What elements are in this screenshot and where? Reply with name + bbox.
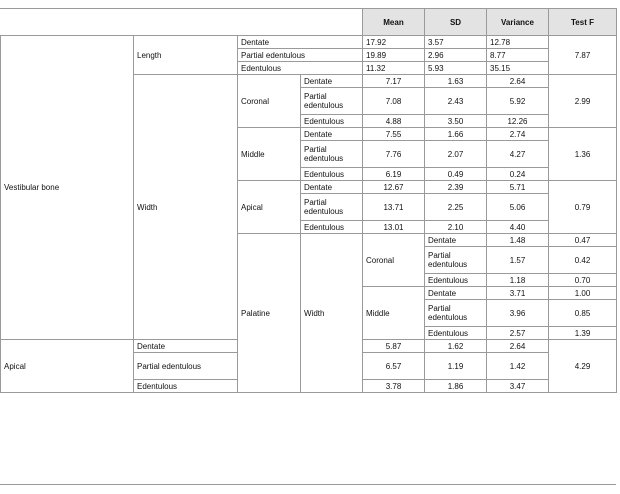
category-label: Dentate	[425, 234, 487, 247]
variance-cell: 2.64	[487, 75, 549, 88]
header-row	[1, 9, 617, 36]
test-f-cell: 1.36	[549, 128, 617, 181]
sd-cell: 0.42	[549, 247, 617, 274]
sd-cell: 2.39	[425, 181, 487, 194]
sd-cell: 1.66	[425, 128, 487, 141]
sd-cell: 1.39	[549, 327, 617, 340]
group-label-vestibular: Vestibular bone	[1, 36, 134, 340]
mean-cell: 5.87	[363, 340, 425, 353]
mean-cell: 3.96	[487, 300, 549, 327]
mean-cell: 1.18	[487, 274, 549, 287]
variance-cell: 5.71	[487, 181, 549, 194]
variance-cell: 12.78	[487, 36, 549, 49]
category-label: Dentate	[425, 287, 487, 300]
sd-cell: 5.93	[425, 62, 487, 75]
category-label: Dentate	[238, 36, 363, 49]
mean-cell: 7.08	[363, 88, 425, 115]
test-f-cell: 2.99	[549, 75, 617, 128]
category-label: Partial edentulous	[301, 141, 363, 168]
region-label-coronal: Coronal	[363, 234, 425, 287]
sd-cell: 2.07	[425, 141, 487, 168]
category-label: Edentulous	[425, 327, 487, 340]
region-label-coronal: Coronal	[238, 75, 301, 128]
variance-cell: 0.24	[487, 168, 549, 181]
header-sd: SD	[425, 9, 487, 36]
variance-cell: 4.40	[487, 221, 549, 234]
variance-cell: 5.06	[487, 194, 549, 221]
mean-cell: 13.01	[363, 221, 425, 234]
region-label-apical: Apical	[1, 340, 134, 393]
dimension-label-length: Length	[134, 36, 238, 75]
sd-cell: 1.00	[549, 287, 617, 300]
mean-cell: 13.71	[363, 194, 425, 221]
variance-cell: 2.74	[487, 128, 549, 141]
mean-cell: 7.76	[363, 141, 425, 168]
region-label-middle: Middle	[363, 287, 425, 340]
mean-cell: 6.57	[363, 353, 425, 380]
sd-cell: 2.96	[425, 49, 487, 62]
category-label: Partial edentulous	[301, 88, 363, 115]
category-label: Partial edentulous	[301, 194, 363, 221]
mean-cell: 3.78	[363, 380, 425, 393]
mean-cell: 3.71	[487, 287, 549, 300]
test-f-cell: 7.87	[549, 36, 617, 75]
sd-cell: 2.43	[425, 88, 487, 115]
sd-cell: 0.70	[549, 274, 617, 287]
category-label: Dentate	[301, 181, 363, 194]
dimension-label-width: Width	[134, 75, 238, 340]
test-f-cell: 0.79	[549, 181, 617, 234]
mean-cell: 6.19	[363, 168, 425, 181]
category-label: Partial edentulous	[425, 300, 487, 327]
header-mean: Mean	[363, 9, 425, 36]
mean-cell: 17.92	[363, 36, 425, 49]
region-label-apical: Apical	[238, 181, 301, 234]
variance-cell: 3.47	[487, 380, 549, 393]
sd-cell: 1.62	[425, 340, 487, 353]
sd-cell: 1.63	[425, 75, 487, 88]
sd-cell: 0.85	[549, 300, 617, 327]
top-rule	[0, 8, 616, 9]
category-label: Edentulous	[301, 221, 363, 234]
mean-cell: 7.55	[363, 128, 425, 141]
category-label: Dentate	[134, 340, 238, 353]
header-blank-cell	[1, 9, 363, 36]
variance-cell: 35.15	[487, 62, 549, 75]
category-label: Edentulous	[301, 168, 363, 181]
group-label-palatine: Palatine	[238, 234, 301, 393]
sd-cell: 0.47	[549, 234, 617, 247]
sd-cell: 2.10	[425, 221, 487, 234]
test-f-cell: 4.29	[549, 340, 617, 393]
variance-cell: 1.42	[487, 353, 549, 380]
header-variance: Variance	[487, 9, 549, 36]
mean-cell: 4.88	[363, 115, 425, 128]
category-label: Dentate	[301, 75, 363, 88]
category-label: Partial edentulous	[238, 49, 363, 62]
category-label: Edentulous	[134, 380, 238, 393]
sd-cell: 0.49	[425, 168, 487, 181]
sd-cell: 3.57	[425, 36, 487, 49]
category-label: Partial edentulous	[425, 247, 487, 274]
variance-cell: 4.27	[487, 141, 549, 168]
header-test-f: Test F	[549, 9, 617, 36]
variance-cell: 5.92	[487, 88, 549, 115]
mean-cell: 11.32	[363, 62, 425, 75]
mean-cell: 7.17	[363, 75, 425, 88]
mean-cell: 1.48	[487, 234, 549, 247]
category-label: Edentulous	[238, 62, 363, 75]
mean-cell: 19.89	[363, 49, 425, 62]
mean-cell: 1.57	[487, 247, 549, 274]
table-row	[1, 36, 617, 49]
variance-cell: 12.26	[487, 115, 549, 128]
sd-cell: 1.19	[425, 353, 487, 380]
variance-cell: 8.77	[487, 49, 549, 62]
category-label: Edentulous	[425, 274, 487, 287]
statistics-table	[0, 8, 617, 393]
sd-cell: 3.50	[425, 115, 487, 128]
variance-cell: 2.64	[487, 340, 549, 353]
sd-cell: 1.86	[425, 380, 487, 393]
bottom-rule	[0, 484, 616, 485]
category-label: Edentulous	[301, 115, 363, 128]
mean-cell: 12.67	[363, 181, 425, 194]
category-label: Partial edentulous	[134, 353, 238, 380]
sd-cell: 2.25	[425, 194, 487, 221]
mean-cell: 2.57	[487, 327, 549, 340]
region-label-middle: Middle	[238, 128, 301, 181]
dimension-label-width: Width	[301, 234, 363, 393]
category-label: Dentate	[301, 128, 363, 141]
